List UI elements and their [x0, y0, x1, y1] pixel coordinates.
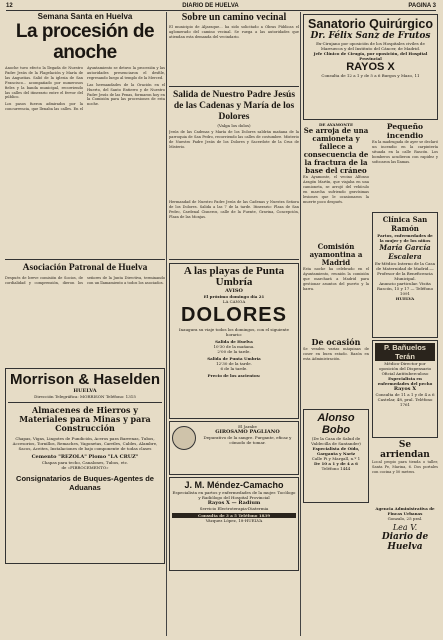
- center-column: [169, 12, 299, 573]
- banuelos-address: Castelar, 48, pral. Teléfono 1761: [377, 397, 433, 407]
- ad-fibro: de «FIBROCEMENTO»: [61, 465, 109, 470]
- ayamonte-body: En Ayamonte, el vecino Alfonso Aragón Martín, que viajaba en una camioneta, se arrojó del vehículo en marcha sufriendo gravísimas lesiones que le ocasionaron la muerte poco después.: [303, 175, 369, 204]
- right-subcolumns: [303, 122, 438, 592]
- right-column: [303, 12, 438, 592]
- departure-time: 12'30 de la tarde.: [216, 361, 252, 366]
- lea-usted: Lea V.: [392, 523, 418, 532]
- sanatorio-post: Jefe Clínico de Cirugía, por oposición, del Hospital Provincial: [313, 51, 428, 61]
- ad-footer: Consignatarios de Buques-Agentes de Aduanas: [16, 474, 154, 492]
- sanatorio-title: Sanatorio Quirúrgico: [307, 17, 433, 31]
- arrienda-body: Local propio para tienda o taller, Santa Fe, Marina, 6. Dos portales con cocina y 50 metros.: [372, 460, 438, 474]
- sanatorio-ad: [303, 14, 438, 120]
- clinica-specialty: Partos, enfermedades de la mujer y de los niños: [377, 233, 433, 243]
- doctor-services: Servicio Electroterapia-Diatermia: [199, 506, 269, 511]
- right-subcolumn-a: [303, 122, 369, 592]
- bottle-icon: [172, 426, 196, 450]
- clinica-cv: Ex-Médico Interno de la Casa de Maternidad de Madrid.—Profesor de la Beneficencia Municipal.: [375, 261, 435, 281]
- morrison-ad: [5, 368, 165, 564]
- bobo-name: Alonso Bobo: [317, 412, 355, 436]
- ad-products: Chapas, Vigas, Lingotes de Fundición, Aceros para Barrenas, Tubos, Accesorios, Tornillos, Remaches, Vagonetas, Carriles, Cables, Alambre, Sacos, Aceites, Instalaciones de bajo componente de todas clases: [12, 436, 158, 451]
- banuelos-rayos: Rayos X: [393, 386, 417, 392]
- boat-name: DOLORES: [181, 304, 287, 326]
- boat-ad: [169, 263, 299, 419]
- sanatorio-doctor: Dr. Félix Sanz de Frutos: [310, 31, 431, 41]
- doctor-address: Vázquez López, 18-HUELVA: [205, 518, 263, 523]
- procession-headline: Salida de Nuestro Padre Jesús de las Cadenas y María de los Dolores: [172, 90, 296, 122]
- bobo-ad: [303, 409, 369, 503]
- diario-name: Diario de Huelva: [381, 532, 429, 552]
- sanatorio-rayos: RAYOS X: [346, 61, 395, 73]
- clinica-note: Anuncio particular. Visita: [379, 281, 431, 286]
- divider: [5, 259, 165, 260]
- article-paragraph: Los pasos fueron admirados por la concurrencia, que llenaba las calles. En el Ayuntamiento se detuvo la procesión y las autoridades presenciaron el desfile, regresando luego al templo de la Merced.: [5, 66, 165, 112]
- clinica-ad: [372, 212, 438, 338]
- doctor-ad: [169, 477, 299, 571]
- clinica-title: Clínica San Ramón: [382, 215, 428, 233]
- procession-body: Jesús de las Cadenas y María de los Dolores saldrán mañana de la parroquia de San Pedro, recorriendo las calles de costumbre. Misterio de Nuestro Padre Jesús de los Dolores y Sacerdote de la Cruz de Misterio.: [169, 130, 299, 149]
- sanatorio-cv: Ex-Cirujano por oposición de los Hospitales civiles de Marruecos y del Instituto del Cáncer, de Madrid.: [316, 41, 425, 51]
- column-rule: [300, 12, 301, 636]
- article-kicker: Semana Santa en Huelva: [37, 12, 133, 21]
- ad-brands: Cemento "REZOLA" Plomo "LA CRUZ": [31, 454, 139, 460]
- departure-time: 10'30 de la mañana.: [213, 344, 255, 349]
- bobo-hours: De 10 a 1 y de 4 a 6: [314, 461, 358, 466]
- article-headline: La procesión de anoche: [15, 21, 155, 63]
- departure-huelva: Salida de Huelva: [215, 339, 253, 344]
- doctor-name: J. M. Méndez-Camacho: [184, 480, 284, 490]
- ad-company-name: Morrison & Haselden: [9, 371, 161, 388]
- doctor-rayos: Rayos X — Radium: [207, 500, 261, 506]
- price-note: Precio de los ascientos:: [207, 373, 261, 378]
- left-column: [5, 12, 165, 566]
- bobo-address: Calle Pi y Margall, n.º 1: [311, 456, 361, 461]
- ocasion-headline: De ocasión: [311, 337, 361, 347]
- clinica-address: Rascón, 15 y 17 — Teléfono 1091: [376, 286, 434, 296]
- divider: [8, 402, 162, 403]
- incendio-body: En la madrugada de ayer se declaró un incendio en la carpintería situada en la calle Rascón. Los bomberos acudieron con rapidez y sofocaron las llamas.: [372, 140, 438, 164]
- doctor-specialty: Especialista en partos y enfermedades de la mujer. Tocólogo y Radiólogo del Hospital Provincial: [172, 490, 296, 500]
- ad-chapas: Chapas para techo, Canalones, Tubos, etc.: [41, 460, 129, 465]
- sanatorio-hours: Consulta de 12 a 1 y de 5 a 6 Burgos y Mazo, 11: [321, 73, 420, 78]
- right-subcolumn-b: [372, 122, 438, 592]
- article-headline: Sobre un camino vecinal: [181, 12, 287, 23]
- jarabe-brand: GIROSAMO PAGLIANO: [215, 429, 280, 435]
- clinica-doctor: María García Escalera: [379, 243, 431, 261]
- procession-subtitle: (Valga los dolos): [217, 123, 251, 128]
- column-rule: [166, 12, 167, 636]
- article-paragraph: Anoche tuvo efecto la llegada de Nuestro Padre Jesús de la Flagelación y María de las Angustias. Salió de la iglesia de San Francisco... acompañado por numerosos fieles y la banda municipal, recorriendo las calles del itinerario entre el fervor del público.: [5, 66, 83, 100]
- ad-city: HUELVA: [73, 388, 97, 394]
- article-body: [5, 66, 165, 256]
- page-number: 12: [6, 2, 13, 9]
- asoc-body: Después de breve comisión de Socios, de cordialidad y comprensión, dieron los señores de la Junta Directiva, terminando con un llamamiento a todos los asociados.: [5, 276, 165, 285]
- jarabe-desc: Depurativo de la sangre. Purgante, eficaz y cómodo de tomar.: [203, 435, 292, 445]
- page-header: [6, 1, 436, 11]
- bobo-origin: (De la Casa de Salud de Valdecilla de Santander): [311, 436, 361, 446]
- bobo-phone: Teléfono 1444: [321, 466, 351, 471]
- boat-kind: LA CANOA: [222, 299, 246, 304]
- comision-headline: Comisión ayamontina a Madrid: [309, 242, 363, 267]
- divider: [169, 86, 299, 87]
- banuelos-specialty: Especialista en enfermedades del pecho: [377, 376, 433, 386]
- boat-intro: Inaugura su viaje todos los domingos, con el siguiente horario:: [178, 327, 290, 337]
- boat-date: El próximo domingo día 21: [203, 294, 265, 299]
- departure-time: 2'00 de la tarde.: [217, 349, 251, 354]
- doctor-hours: Consulta de 3 a 5 Teléfono 1839: [172, 513, 296, 518]
- arrienda-se: Se: [398, 440, 412, 450]
- arrienda-headline: arriendan: [380, 450, 430, 460]
- banuelos-hours: Consulta de 11 a 1 y de 4 a 6: [375, 392, 435, 397]
- banuelos-ad: [372, 340, 438, 438]
- agency-name: Agencia Administrativa de Fincas Urbanas: [375, 506, 435, 516]
- banuelos-post: Médico-Director por oposición del Dispensario Oficial Antituberculoso: [378, 361, 432, 376]
- ayamonte-headline: Se arroja de una camioneta y fallece a consecuencia de la fractura de la base del cráneo: [303, 126, 369, 175]
- divider: [169, 259, 299, 260]
- ocasion-body: Se venden varias máquinas de coser en buen estado. Razón en esta Administración.: [303, 347, 369, 361]
- departure-time: 6 de la tarde.: [220, 366, 248, 371]
- departure-punta: Salida de Punta Umbría: [207, 356, 261, 361]
- incendio-headline: Pequeño incendio: [386, 122, 424, 140]
- ad-telegraph: Dirección Telegráfica: MORRISON Teléfono: 1315: [34, 394, 136, 399]
- article-body: El municipio de Aljaraque... ha sido solicitado a Obras Públicas el aglomerado del camino vecinal. Se ruega a las autoridades que atiendan esta demanda del vecindario.: [169, 25, 299, 39]
- asoc-headline: Asociación Patronal de Huelva: [22, 263, 148, 273]
- ad-heading: Almacenes de Hierros y Materiales para Minas y para Construcción: [19, 405, 151, 433]
- boat-ad-title: A las playas de Punta Umbría: [183, 265, 285, 288]
- article-paragraph: Las hermandades de la Oración en el Huerto, del Santo Entierro y de Nuestro Padre Jesús de las Penas, formaron hoy en la Comisión para las procesiones de esta noche.: [87, 82, 165, 107]
- page-label: PAGINA 3: [408, 2, 436, 9]
- masthead-small: DIARIO DE HUELVA: [182, 2, 239, 9]
- ayamonte-kicker: DE AYAMONTE: [318, 122, 354, 127]
- banuelos-name: P. Bañuelos Terán: [375, 343, 435, 361]
- boat-aviso: AVISO: [225, 288, 243, 294]
- jarabe-kicker: El Jarabe: [238, 424, 257, 429]
- procession-itinerary: Hermandad de Nuestro Padre Jesús de las Cadenas y Nuestra Señora de los Dolores. Salida a las 7 de la tarde. Itinerario: Plaza de San Pedro, Cardenal Cisneros, calle de la Fuente, Gravina, Concepción, Plaza de las Monjas.: [169, 200, 299, 219]
- agency-address: Gonzalo, 25 pral.: [387, 516, 423, 521]
- comision-body: Esta noche ha celebrado en el Ayuntamiento, reunión la comisión que marchará a Madrid para gestionar asuntos del puerto y la barra.: [303, 267, 369, 291]
- jarabe-ad: [169, 421, 299, 475]
- clinica-city: HUELVA: [395, 296, 415, 301]
- bobo-specialty: Especialista de Oído, Garganta y Nariz: [312, 446, 360, 456]
